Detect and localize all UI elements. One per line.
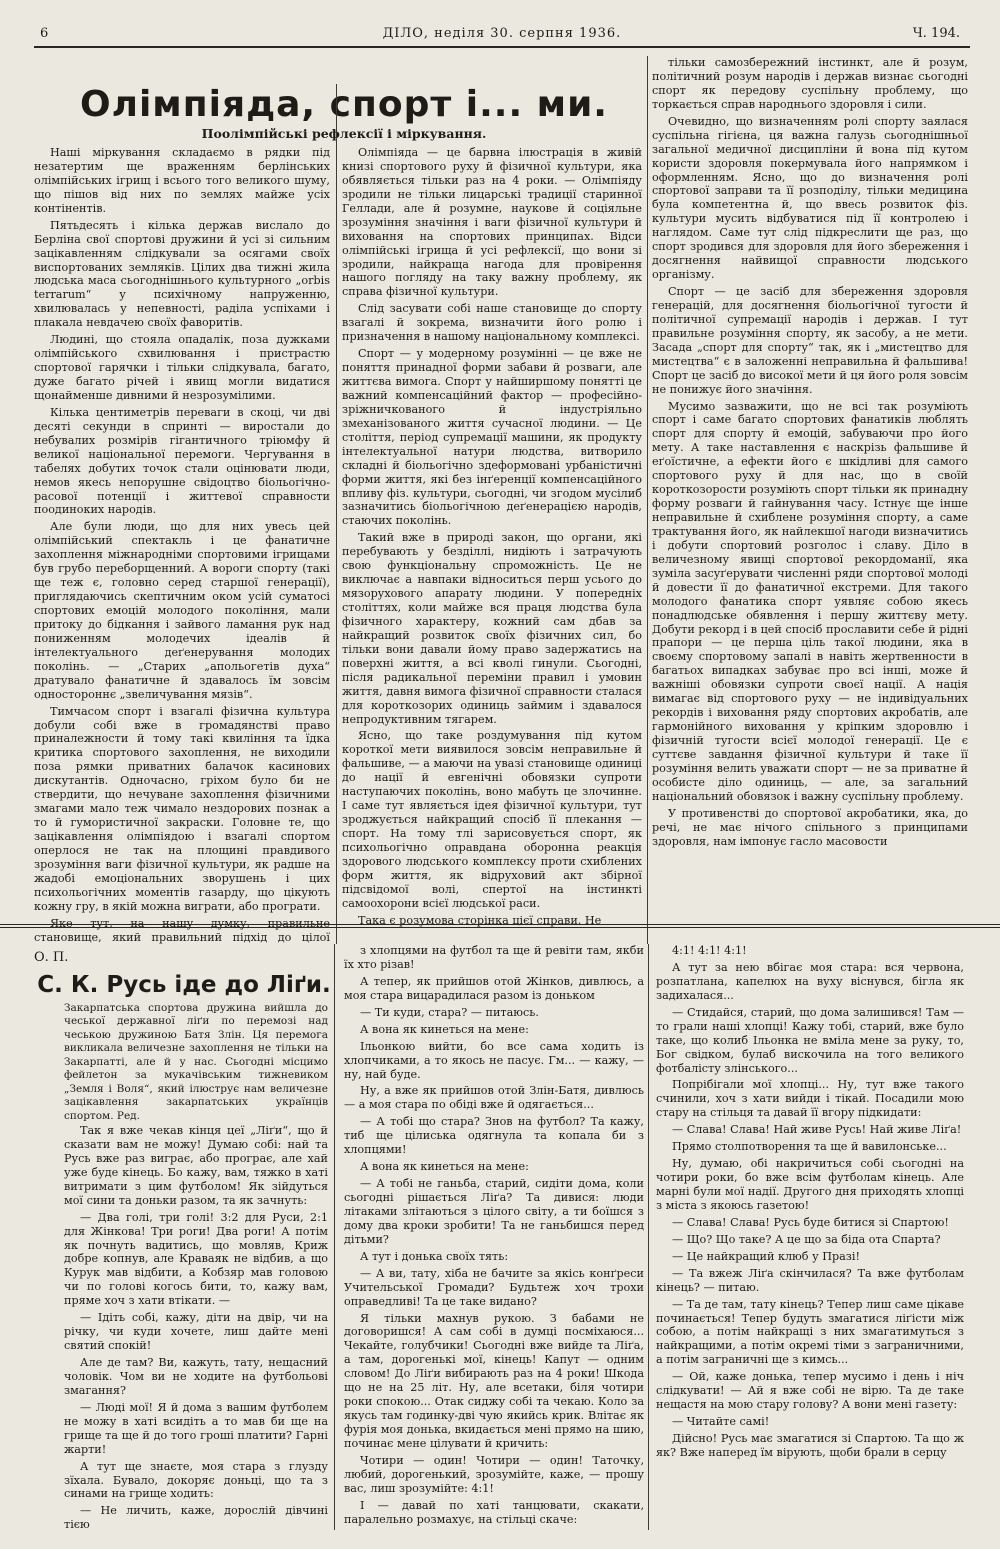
paragraph: Чотири — один! Чотири — один! Таточку, любий, дорогенький, зрозумійте, каже, — прошу вас, лиш зрозумійте: 4:1! — [344, 1453, 644, 1495]
paragraph: Очевидно, що визначенням ролі спорту заялася суспільна гігієна, ця важна галузь сьогоднішньої загальної медичної дисципліни й вона під кутом користи здоровля покермувала його напрямком і оформленням. Ясно, що до визначення ролі спортової заправи та її розподілу, тільки медицина була компетентна й, що ввесь розвиток фіз. культури мусить відбуватися під її контролею і наглядом. Саме тут слід підкреслити ще раз, що спорт зродився для здоровля для його збереження і досягнення найвищої справности людського організму. — [652, 114, 968, 282]
paragraph: Прямо столпотворення та ще й вавилонське... — [672, 1140, 947, 1154]
paragraph: — Люді мої! Я й дома з вашим футболем не можу в хаті всидіть а то мав би ще на грище та ще й до того гроші платити? Гарні жарти! — [64, 1400, 328, 1456]
paragraph: І — давай по хаті танцювати, скакати, паралельно розмахує, на стільці скаче: — [344, 1498, 644, 1526]
paragraph: Попрібігали мої хлопці... Ну, тут вже такого счинили, хоч з хати вийди і тікай. Посадили мою стару на стільця та давай її вгору підкидати: — [656, 1078, 964, 1120]
paragraph: Так я вже чекав кінця цеї „Ліґи“, що й сказати вам не можу! Думаю собі: най та Русь вже раз виграє, або програє, але хай уже буде кінець. Бо кажу, вам, тяжко в хаті витримати з цим футболом! Як зійдуться мої сини та доньки разом, та як зачнуть: — [64, 1124, 328, 1207]
paragraph: — Стидайся, старий, що дома залишився! Там — то грали наші хлопці! Кажу тобі, старий, вже було таке, що колиб Ільонка не вміла мене за руку, то, Бог свідком, булаб вискочила на того великого фотбалісту злінського... — [656, 1005, 964, 1075]
article-column-1 — [64, 1124, 328, 1532]
paragraph: Ну, а вже як прийшов отой Злін-Батя, дивлюсь — а моя стара по обіді вже й одягається... — [344, 1084, 644, 1112]
paragraph: Ну, думаю, обі накричиться собі сьогодні на чотири роки, бо вже всім футболам кінець. Але марні були мої надії. Другого дня приходять хлопці з міста з якоюсь газетою! — [656, 1157, 964, 1212]
paragraph: А тепер, як прийшов отой Жінков, дивлюсь, а моя стара вицарадилася разом із доньком — [344, 974, 644, 1002]
paragraph: Пятьдесять і кілька держав вислало до Берліна свої спортові дружини й усі зі сильним зацікавленням слідкували за осягами своїх виспортованих земляків. Цілих два тижні жила людська маса сьогоднішнього культурного „orbis terrarum“ у психічному напруженню, хвилювалась у непевності, раділа успіхами і плакала невдачею своїх фаворитів. — [34, 218, 330, 330]
column-divider — [648, 944, 649, 1530]
paragraph: Такий вже в природі закон, що органи, які перебувають у безділлі, нидіють і затрачують свою функціональну спроможність. Це не виключає а навпаки відноситься перш усього до мязорухового апарату людини. У попередніх століттях, коли майже вся праця людства була фізичного характеру, кожний сам дбав за найкращий розвиток своїх фізичних сил, бо тільки вони давали йому право задержатись на поверхні життя, а всі кволі гинули. Сьогодні, після радикальної переміни правил і умовин життя, давня вимога фізичної справности сталася для короткозорих одиниць займим і здавалося непродуктивним тягарем. — [342, 531, 642, 726]
paragraph: А вона як кинеться на мене: — [360, 1022, 529, 1036]
paragraph: — Що? Що таке? А це що за біда ота Спарта? — [672, 1232, 941, 1246]
paragraph: — Слава! Слава! Най живе Русь! Най живе Ліґа! — [672, 1123, 962, 1137]
paragraph: Ільонкою вийти, бо все сама ходить із хлопчиками, а то якось не пасує. Гм... — кажу, — ну, най буде. — [344, 1039, 644, 1081]
article-lead: Закарпатська спортова дружина вийшла до чеської державної ліґи по перемозі над чеською дружиною Батя Злін. Ця перемога викликала величезне захоплення не тільки на Закарпатті, але й у нас. Сьогодні місцимо фейлетон за мукачівським тижневиком „Земля і Воля“, який ілюструє нам величезне зацікавлення закарпатських українців спортом. Ред. — [64, 1002, 328, 1122]
paragraph: Спорт — у модерному розумінні — це вже не поняття принадної форми забави й розваги, але життєва вимога. Спорт у найширшому понятті це важний компенсаційний фактор — професійно-зріжничкованого й індустріяльно змеханізованого життя сучасної людини. — Це століття, період супремації машини, як продукту інтелектуальної натури людства, витворило складні й біольогічно здеформовані урбаністичні форми життя, які без інґеренції компенсаційного впливу фіз. культури, сьогодні, чи згодом мусілиб зазначитись біольогічною деґенерацією народів, стаючих поколінь. — [342, 347, 642, 528]
paragraph: Така є розумова сторінка цієї справи. Не — [358, 913, 602, 927]
paragraph: — Два голі, три голі! 3:2 для Руси, 2:1 для Жінкова! Три роги! Два роги! А потім як почнуть вадитись, що мовляв, Криж добре копнув, але Краваяк не відбив, а що Курук мав відбити, а Кобзяр мав головою чи по голові когось бити, то, кажу вам, пряме хоч з хати втікати. — — [64, 1210, 328, 1308]
article-column-2 — [344, 944, 644, 1532]
paragraph: Спорт — це засіб для збереження здоровля генерацій, для досягнення біольогічної тугости й політичної супремації народів і держав. І тут правильне розуміння спорту, як засобу, а не мети. Засада „спорт для спорту“ так, як і „мистецтво для мистецтва“ є в заложенні неправильна й фальшива! Спорт це засіб до високої мети й ця його роля зовсім не понижує його значіння. — [652, 285, 968, 396]
paragraph: Яке тут, на нашу думку, правильне становище, який правильний підхід до цілої — [34, 916, 330, 944]
paragraph: — Ой, каже донька, тепер мусимо і день і ніч слідкувати! — Ай я вже собі не вірю. Та де таке нещастя на мою стару голову? А вони мені газету: — [656, 1370, 964, 1412]
paragraph: — А тобі не ганьба, старий, сидіти дома, коли сьогодні рішається Ліґа? Та дивися: люди літаками злітаються з цілого світу, а ти боїшся з дому два кроки зробити! Та не ганьбишся перед дітьми? — [344, 1177, 644, 1246]
paragraph: Людині, що стояла опадалік, поза дужками олімпійського схвилювання і пристрастю спортової гарячки і тільки слідкувала, багато, дуже багато річей і явищ могли видатися щонайменше дивними й незрозумілими. — [34, 333, 330, 402]
paragraph: — Це найкращий клюб у Празі! — [672, 1249, 860, 1263]
page-number: 6 — [40, 26, 49, 41]
paragraph: — А ви, тату, хіба не бачите за якісь конґреси Учительської Громади? Будьтеж хоч трохи оправедливі! Та це таке видано? — [344, 1266, 644, 1308]
paragraph: Кілька центиметрів переваги в скоці, чи дві десяті секунди в спринті — виростали до небувалих розмірів гігантичного тріюмфу й великої національної перемоги. Чергування в табелях добутих точок стали оцінювати люди, немов якесь непорушне свідоцтво біольогічно-расової потенції і життевої справности поодиноких народів. — [34, 405, 330, 517]
paragraph: Ясно, що таке роздумування під кутом короткої мети виявилося зовсім неправильне й фальшиве, — а маючи на увазі становище одиниці до нації й евгенічні обовязки супроти наступаючих поколінь, воно мабуть це злочинне. І саме тут являється ідея фізичної культури, тут зроджується найкращий спосіб її плекання — спорт. На тому тлі зарисовується спорт, як психольогічно оправдана оборонна реакція здорового людського комплексу проти схиблених форм життя, як відруховий акт збірної підсвідомої волі, спертої на інстинкті самоохорони всієї людської раси. — [342, 729, 642, 910]
issue-number: Ч. 194. — [912, 26, 960, 41]
paragraph: 4:1! 4:1! 4:1! — [672, 944, 747, 957]
paragraph: Тимчасом спорт і взагалі фізична культура добули собі вже в громадянстві право приналежности й тому такі квиління та їдка критика спортового захоплення, не виходили поза рямки приватних балачок касинових дискутантів. Одночасно, гріхом було би не ствердити, що нечуване захоплення фізичними змагами мало теж чимало нездорових познак а то й гумористичної закраски. Головне те, що зацікавлення олімпіядою і взагалі спортом оперлося не так на площині правдивого зрозуміння ваги фізичної культури, як радше на жадобі емоціональних зворушень і цих психольогічних моментів газарду, що цікують кожну гру, в якій можна виграти, або програти. — [34, 704, 330, 913]
paragraph: Наші міркування складаємо в рядки під незатертим ще враженням берлінських олімпійських ігрищ і всього того великого шуму, що пішов від них по землях майже усіх контінентів. — [34, 146, 330, 215]
paragraph: з хлопцями на футбол та ще й ревіти там, якби їх хто різав! — [344, 944, 644, 971]
paragraph: А тут і донька своїх тять: — [360, 1249, 509, 1263]
column-divider — [334, 944, 335, 1530]
paragraph: — Та де там, тату кінець? Тепер лиш саме цікаве починається! Тепер будуть змагатися ліґісти між собою, а потім найкращі з них змагатимуться з найкращими, а потім окремі тіми з заграничними, а потім заграничні ще з кимсь... — [656, 1297, 964, 1367]
paragraph: Слід засувати собі наше становище до спорту взагалі й зокрема, визначити його ролю і призначення в нашому національному комплексі. — [342, 302, 642, 344]
paper-dateline: ДІЛО, неділя 30. серпня 1936. — [382, 26, 622, 41]
paragraph: У противенстві до спортової акробатики, яка, до речі, не має нічого спільного з принципами здоровля, нам імпонує гасло масовости — [652, 806, 968, 848]
paragraph: Олімпіяда — це барвна ілюстрація в живій книзі спортового руху й фізичної культури, яка обявляється тільки раз на 4 роки. — Олімпіяду зродили не тільки лицарські традиції старинної Геллади, але й розумне, наукове й соціяльне зрозуміння значіння і ваги фізичної культури й виховання на спортових принципах. Відси олімпійські ігрища й усі рефлексії, що вони зі зродили, найкраща нагода для провірення нашого погляду на таку важну проблему, як справа фізичної культури. — [342, 146, 642, 299]
paragraph: — Ідіть собі, кажу, діти на двір, чи на річку, чи куди хочете, лиш дайте мені святий спокій! — [64, 1311, 328, 1353]
paragraph: тільки самозбережний інстинкт, але й розум, політичний розум народів і держав визнає сьогодні спорт як передову суспільну проблему, що торкається справ народнього здоровля і сили. — [652, 56, 968, 111]
article-subtitle: Поолімпійські рефлексії і міркування. — [201, 126, 487, 141]
article-title: Олімпіяда, спорт і... ми. — [80, 84, 608, 125]
paragraph: — Читайте самі! — [672, 1415, 770, 1429]
paragraph: — Слава! Слава! Русь буде битися зі Спартою! — [672, 1215, 949, 1229]
paragraph: — Та вжеж Ліґа скінчилася? Та вже футболам кінець? — питаю. — [656, 1266, 964, 1294]
paragraph: Дійсно! Русь має змагатися зі Спартою. Та що ж як? Вже наперед їм вірують, щоби брали в серцу — [656, 1432, 964, 1459]
paragraph: Мусимо зазважити, що не всі так розуміють спорт і саме багато спортових фанатиків люблять спорт для спорту й емоцій, забуваючи про його мету. А таке наставлення є наскрізь фальшиве й еґоїстичне, а ефекти його є шкідливі для самого спортового руху й для нас, що в своїй короткозорости розуміють спорт тільки як принадну форму розваги й гайнування часу. Істнує ще інше неправильне й схиблене розуміння спорту, а саме трактування його, як найлекшої нагоди визначитись і добути спортовий розголос і славу. Діло в величезному явищі спортової рекордоманії, яка зуміла засуґерувати численні ряди спортової молоді й довести її до фанатичної екстреми. Для такого молодого фанатика спорт уявляє собою якесь понадлюдське обявлення і першу життєву мету. Добути рекорд і в цей спосіб прославити себе й рідні прапори — це перша ціль такої людини, яка в своєму спортовому запалі в навіть жертвенности в багатьох випадках забуває про всі інші, може й важніші обовязки супроти своєї нації. А нація вимагає від спортового руху — не індивідуальних рекордів і виховання ряду спортових акробатів, але гармонійного виховання у кріпким здоровлю і фізичній тугости всієї молодої генерації. Це є суттєве завдання фізичної культури й таке її розуміння велить уважати спорт — не за приватне й особисте діло одиниць, — але, за загальний національний обовязок і важну суспільну проблему. — [652, 399, 968, 803]
article-title: С. К. Русь іде до Ліґи. — [37, 972, 331, 998]
paragraph: А вона як кинеться на мене: — [360, 1160, 529, 1174]
paragraph: А тут ще знаєте, моя стара з глузду зїхала. Бувало, докоряє доньці, що та з синами на грище ходить: — [64, 1459, 328, 1501]
paragraph: — Не личить, каже, дорослій дівчині тією — [64, 1504, 328, 1532]
article-author: О. П. — [34, 950, 69, 965]
paragraph: Я тільки махнув рукою. З бабами не договоришся! А сам собі в думці посміхаюся... Чекайте, голубчики! Сьогодні вже вийде та Ліґа, а там, дорогенькі мої, кінець! Капут — одним словом! До Ліґи вибирають раз на 4 роки! Шкода що не на 25 літ. Ну, але всетаки, біля чотири роки спокою... Отак сиджу собі та чекаю. Коло за якусь там годинку-дві чую якийсь крик. Влітає як фурія моя донька, вкидається мені прямо на шию, починає мене цілувати й кричить: — [344, 1311, 644, 1450]
article-rus-league — [34, 0, 970, 1549]
paragraph: Але були люди, що для них увесь цей олімпійський спектакль і це фанатичне захоплення міжнародніми спортовими ігрищами був грубо переборщенний. А вороги спорту (такі ще теж є, головно серед старшої генерації), приглядаючись скептичним оком усій суматосі спортових емоцій молодого покоління, мали притоку до бідкання і зайвого ламання рук над пониженням молодечих ідеалів й інтелектуального деґенерування молодих поколінь. — „Старих „апольогетів духа“ дратувало фанатичне й здавалось їм зовсім одностороннє „звеличування мязів“. — [34, 520, 330, 701]
article-column-3 — [656, 944, 964, 1532]
paragraph: — А тобі що стара? Знов на футбол? Та кажу, тиб ще цілиська одягнула та копала би з хлопцями! — [344, 1115, 644, 1157]
paragraph: А тут за нею вбігає моя стара: вся червона, розпатлана, капелюх на вуху віснувся, бігла як задихалася... — [656, 960, 964, 1002]
paragraph: Але де там? Ви, кажуть, тату, нещасний чоловік. Чом ви не ходите на футбольові змагання? — [64, 1356, 328, 1397]
paragraph: — Ти куди, стара? — питаюсь. — [360, 1005, 539, 1019]
